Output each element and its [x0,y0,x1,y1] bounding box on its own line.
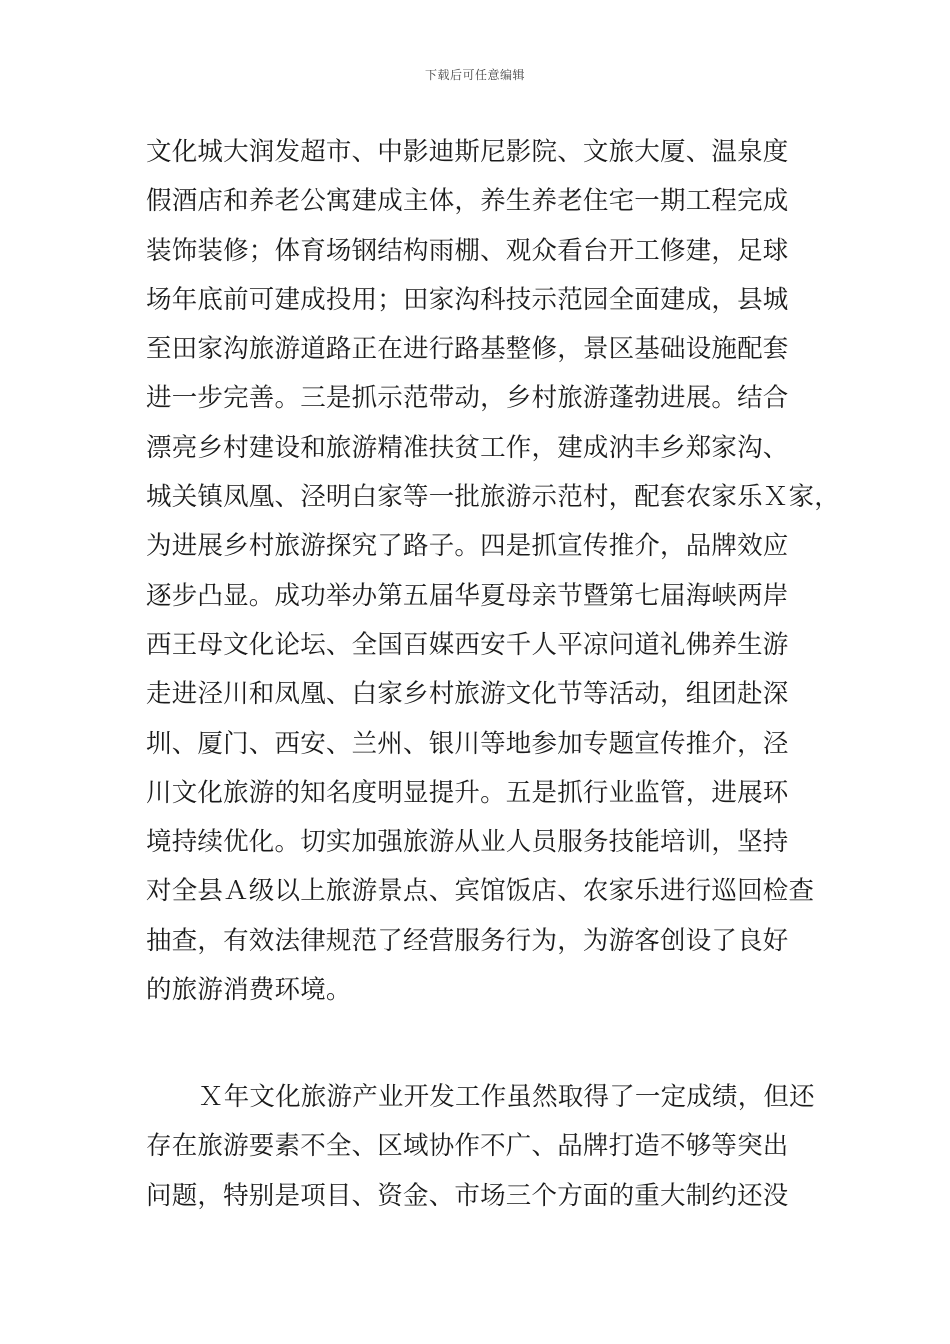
text-line: 问题，特别是项目、资金、市场三个方面的重大制约还没 [146,1180,789,1211]
page-header-note: 下载后可任意编辑 [424,68,525,82]
text-line: 场年底前可建成投用；田家沟科技示范园全面建成，县城 [146,284,789,315]
text-line: 的旅游消费环境。 [146,975,352,1006]
paragraph-1 [146,128,840,1015]
text-line: 西王母文化论坛、全国百媒西安千人平凉问道礼佛养生游 [146,629,789,660]
text-line: 走进泾川和凤凰、白家乡村旅游文化节等活动，组团赴深 [146,679,789,710]
text-line: 假酒店和养老公寓建成主体，养生养老住宅一期工程完成 [146,186,789,217]
text-line: 抽查，有效法律规范了经营服务行为，为游客创设了良好 [146,925,789,956]
text-line: 至田家沟旅游道路正在进行路基整修，景区基础设施配套 [146,334,789,365]
text-line: 装饰装修；体育场钢结构雨棚、观众看台开工修建，足球 [146,235,789,266]
text-line: 城关镇凤凰、泾明白家等一批旅游示范村，配套农家乐Ｘ家， [146,482,840,513]
text-line: 文化城大润发超市、中影迪斯尼影院、文旅大厦、温泉度 [146,137,789,167]
text-line: 逐步凸显。成功举办第五届华夏母亲节暨第七届海峡两岸 [146,580,789,611]
text-line: 漂亮乡村建设和旅游精准扶贫工作，建成汭丰乡郑家沟、 [146,432,789,463]
text-line: 为进展乡村旅游探究了路子。四是抓宣传推介，品牌效应 [146,531,789,562]
text-line: 川文化旅游的知名度明显提升。五是抓行业监管，进展环 [146,777,789,808]
text-line: 存在旅游要素不全、区域协作不广、品牌打造不够等突出 [146,1131,789,1162]
text-line: 进一步完善。三是抓示范带动，乡村旅游蓬勃进展。结合 [146,383,789,414]
text-line: 圳、厦门、西安、兰州、银川等地参加专题宣传推介，泾 [146,728,789,759]
text-line: 对全县Ａ级以上旅游景点、宾馆饭店、农家乐进行巡回检查 [146,876,815,907]
paragraph-2 [146,1073,816,1221]
text-line: Ｘ年文化旅游产业开发工作虽然取得了一定成绩，但还 [198,1082,815,1112]
text-line: 境持续优化。切实加强旅游从业人员服务技能培训，坚持 [146,827,789,858]
